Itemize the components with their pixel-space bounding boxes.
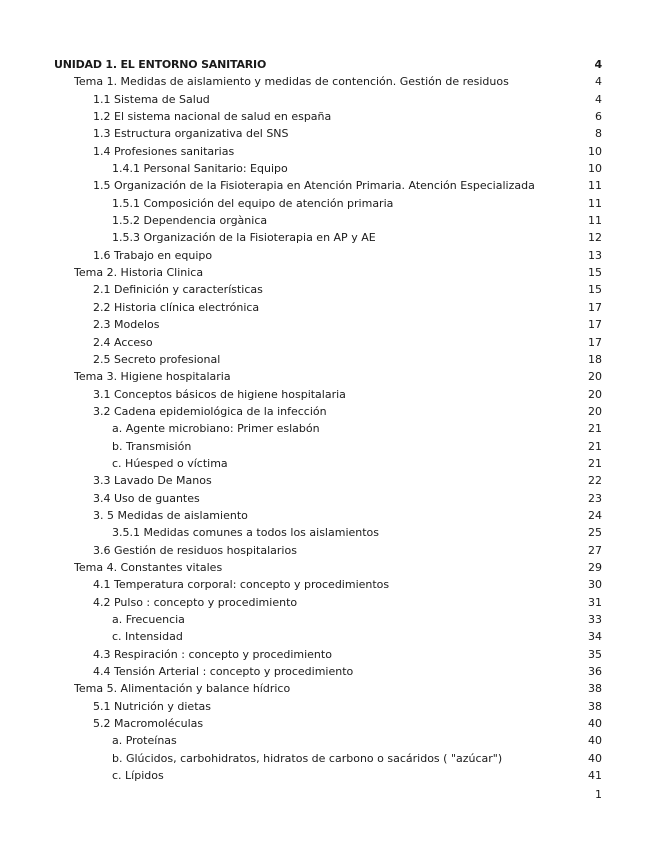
toc-entry-label: 3.6 Gestión de residuos hospitalarios (93, 543, 297, 557)
toc-entry-3-2-b[interactable] (54, 438, 602, 455)
toc-entry-1-4-1[interactable] (54, 160, 602, 177)
toc-entry-label: 1.5 Organización de la Fisioterapia en Atención Primaria. Atención Especializada (93, 179, 535, 193)
toc-entry-page: 20 (588, 370, 602, 384)
toc-entry-3-2-c[interactable] (54, 455, 602, 472)
toc-entry-page: 11 (588, 214, 602, 228)
toc-entry-page: 41 (588, 769, 602, 783)
toc-entry-page: 22 (588, 474, 602, 488)
toc-entry-5-2-b[interactable] (54, 750, 602, 767)
toc-entry-page: 4 (595, 75, 602, 89)
toc-entry-page: 40 (588, 717, 602, 731)
toc-entry-page: 36 (588, 665, 602, 679)
toc-entry-2-4[interactable] (54, 334, 602, 351)
toc-entry-page: 21 (588, 456, 602, 470)
toc-entry-label: 3.2 Cadena epidemiológica de la infección (93, 404, 327, 418)
toc-entry-page: 20 (588, 404, 602, 418)
toc-entry-label: 4.3 Respiración : concepto y procedimiento (93, 647, 332, 661)
toc-entry-label: 2.4 Acceso (93, 335, 153, 349)
toc-entry-label: 3.1 Conceptos básicos de higiene hospitalaria (93, 387, 346, 401)
toc-entry-page: 10 (588, 162, 602, 176)
toc-entry-label: a. Agente microbiano: Primer eslabón (112, 422, 320, 436)
toc-entry-5-2-a[interactable] (54, 732, 602, 749)
toc-entry-page: 35 (588, 647, 602, 661)
toc-entry-page: 17 (588, 335, 602, 349)
toc-entry-page: 17 (588, 300, 602, 314)
toc-entry-4-4[interactable] (54, 663, 602, 680)
toc-entry-label: 2.1 Definición y características (93, 283, 263, 297)
toc-entry-label: 5.2 Macromoléculas (93, 717, 204, 731)
toc-entry-1-6[interactable] (54, 247, 602, 264)
toc-entry-1-5-2[interactable] (54, 212, 602, 229)
toc-entry-label: 3.5.1 Medidas comunes a todos los aislamientos (112, 526, 380, 540)
toc-entry-1-1[interactable] (54, 91, 602, 108)
toc-entry-page: 40 (588, 734, 602, 748)
toc-entry-label: 1.5.3 Organización de la Fisioterapia en AP y AE (112, 231, 376, 245)
toc-entry-4-2[interactable] (54, 594, 602, 611)
toc-entry-page: 4 (595, 92, 602, 106)
toc-entry-4-1[interactable] (54, 576, 602, 593)
toc-entry-label: 2.5 Secreto profesional (93, 352, 221, 366)
toc-entry-page: 38 (588, 699, 602, 713)
toc-entry-label: Tema 2. Historia Clinica (74, 266, 204, 280)
toc-entry-page: 13 (588, 248, 602, 262)
toc-entry-1-5-1[interactable] (54, 195, 602, 212)
toc-entry-label: c. Húesped o víctima (112, 456, 228, 470)
toc-entry-label: Tema 4. Constantes vitales (74, 560, 223, 574)
toc-entry-label: 3.3 Lavado De Manos (93, 474, 212, 488)
toc-entry-3-5[interactable] (54, 507, 602, 524)
toc-entry-label: 1.5.2 Dependencia orgànica (112, 214, 268, 228)
toc-entry-label: 1.4.1 Personal Sanitario: Equipo (112, 162, 288, 176)
toc-entry-label: b. Transmisión (112, 439, 192, 453)
toc-entry-label: 3.4 Uso de guantes (93, 491, 200, 505)
toc-entry-3-5-1[interactable] (54, 524, 602, 541)
toc-entry-2-3[interactable] (54, 316, 602, 333)
toc-entry-page: 21 (588, 439, 602, 453)
toc-entry-page: 27 (588, 543, 602, 557)
toc-entry-page: 8 (595, 127, 602, 141)
toc-entry-1-5-3[interactable] (54, 229, 602, 246)
toc-entry-2-2[interactable] (54, 299, 602, 316)
toc-entry-label: Tema 5. Alimentación y balance hídrico (74, 682, 291, 696)
toc-entry-page: 6 (595, 110, 602, 124)
toc-entry-label: 3. 5 Medidas de aislamiento (93, 508, 248, 522)
toc-entry-label: c. Lípidos (112, 769, 164, 783)
toc-entry-page: 15 (588, 266, 602, 280)
toc-entry-tema-2[interactable] (54, 264, 602, 281)
toc-entry-4-3[interactable] (54, 646, 602, 663)
toc-entry-label: 1.6 Trabajo en equipo (93, 248, 213, 262)
page-number: 1 (595, 788, 602, 801)
toc-entry-label: 1.3 Estructura organizativa del SNS (93, 127, 289, 141)
toc-entry-label: c. Intensidad (112, 630, 183, 644)
toc-entry-page: 38 (588, 682, 602, 696)
toc-entry-label: 1.4 Profesiones sanitarias (93, 144, 235, 158)
toc-entry-page: 21 (588, 422, 602, 436)
toc-entry-1-4[interactable] (54, 143, 602, 160)
toc-entry-page: 10 (588, 144, 602, 158)
toc-entry-label: 4.4 Tensión Arterial : concepto y procedimiento (93, 665, 354, 679)
toc-entry-2-5[interactable] (54, 351, 602, 368)
toc-entry-1-2[interactable] (54, 108, 602, 125)
toc-entry-5-2-c[interactable] (54, 767, 602, 784)
toc-entry-5-2[interactable] (54, 715, 602, 732)
toc-entry-page: 11 (588, 196, 602, 210)
toc-entry-label: 5.1 Nutrición y dietas (93, 699, 211, 713)
toc-entry-label: a. Proteínas (112, 734, 177, 748)
toc-entry-label: 1.1 Sistema de Salud (93, 92, 210, 106)
toc-entry-page: 18 (588, 352, 602, 366)
toc-entry-page: 15 (588, 283, 602, 297)
toc-entry-2-1[interactable] (54, 281, 602, 298)
toc-entry-tema-4[interactable] (54, 559, 602, 576)
toc-entry-label: 1.2 El sistema nacional de salud en españa (93, 110, 332, 124)
toc-entry-label: 2.2 Historia clínica electrónica (93, 300, 260, 314)
toc-entry-label: UNIDAD 1. EL ENTORNO SANITARIO (54, 58, 267, 71)
toc-entry-page: 4 (594, 58, 602, 71)
toc-entry-page: 31 (588, 595, 602, 609)
toc-entry-label: 1.5.1 Composición del equipo de atención primaria (112, 196, 394, 210)
toc-entry-label: 4.2 Pulso : concepto y procedimiento (93, 595, 298, 609)
toc-entry-label: a. Frecuencia (112, 613, 185, 626)
toc-entry-page: 20 (588, 387, 602, 401)
toc-entry-page: 25 (588, 526, 602, 540)
toc-entry-label: Tema 3. Higiene hospitalaria (74, 370, 231, 384)
toc-entry-page: 24 (588, 508, 602, 522)
toc-entry-tema-5[interactable] (54, 680, 602, 697)
toc-entry-1-5[interactable] (54, 177, 602, 194)
toc-entry-3-1[interactable] (54, 386, 602, 403)
toc-entry-3-2-a[interactable] (54, 420, 602, 437)
toc-entry-tema-3[interactable] (54, 368, 602, 385)
toc-entry-3-4[interactable] (54, 490, 602, 507)
toc-entry-3-3[interactable] (54, 472, 602, 489)
toc-entry-4-2-a[interactable] (54, 611, 602, 628)
table-of-contents (54, 56, 602, 784)
toc-entry-1-3[interactable] (54, 125, 602, 142)
toc-entry-label: b. Glúcidos, carbohidratos, hidratos de carbono o sacáridos ( "azúcar") (112, 751, 503, 765)
toc-entry-page: 30 (588, 578, 602, 592)
toc-entry-3-2[interactable] (54, 403, 602, 420)
toc-entry-label: 4.1 Temperatura corporal: concepto y procedimientos (93, 578, 390, 592)
toc-entry-page: 33 (588, 613, 602, 626)
toc-entry-label: Tema 1. Medidas de aislamiento y medidas de contención. Gestión de residuos (74, 75, 509, 89)
toc-entry-label: 2.3 Modelos (93, 318, 160, 332)
toc-entry-page: 11 (588, 179, 602, 193)
toc-entry-page: 23 (588, 491, 602, 505)
toc-entry-page: 29 (588, 560, 602, 574)
toc-entry-page: 12 (588, 231, 602, 245)
toc-entry-4-2-c[interactable] (54, 628, 602, 645)
toc-entry-page: 40 (588, 751, 602, 765)
toc-entry-page: 34 (588, 630, 602, 644)
toc-entry-tema-1[interactable] (54, 73, 602, 90)
toc-entry-5-1[interactable] (54, 698, 602, 715)
toc-entry-unidad-1[interactable] (54, 56, 602, 73)
toc-entry-3-6[interactable] (54, 542, 602, 559)
toc-entry-page: 17 (588, 318, 602, 332)
